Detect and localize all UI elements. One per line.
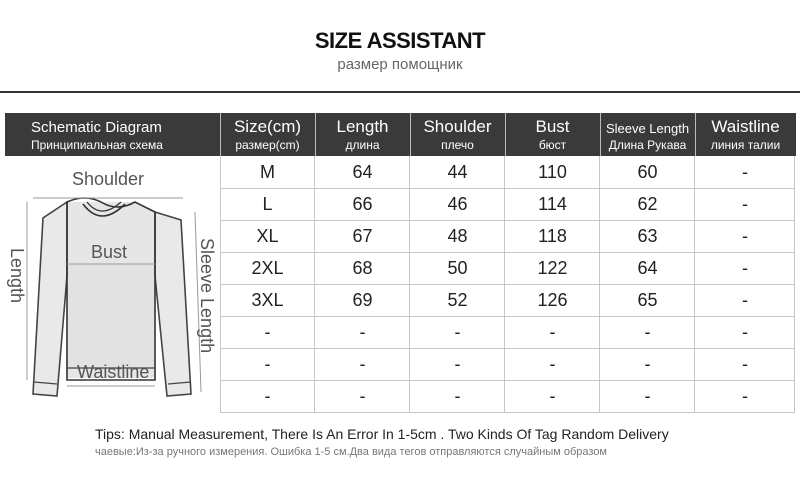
table-cell-shoulder: - <box>454 386 461 406</box>
table-header <box>5 113 796 156</box>
table-cell-waistline: - <box>742 258 748 278</box>
header-waistline-en: Waistline <box>711 117 780 136</box>
table-cell-size: - <box>264 322 271 342</box>
page-subtitle: размер помощник <box>337 56 463 73</box>
header-sleeve-ru: Длина Рукава <box>608 138 687 152</box>
table-cell-size: 2XL <box>251 258 284 278</box>
page-title: SIZE ASSISTANT <box>314 28 486 53</box>
table-cell-bust: 126 <box>537 290 568 310</box>
table-cell-sleeve: 60 <box>637 162 658 182</box>
table-cell-sleeve: 64 <box>637 258 658 278</box>
table-cell-shoulder: 48 <box>447 226 468 246</box>
table-cell-bust: 118 <box>538 226 567 246</box>
header-schematic-ru: Принципиальная схема <box>31 138 163 152</box>
header-sleeve-en: Sleeve Length <box>605 121 690 136</box>
diagram-waistline-label: Waistline <box>77 362 150 382</box>
diagram-bust-label: Bust <box>91 242 128 262</box>
table-cell-shoulder: 52 <box>447 290 468 310</box>
table-cell-sleeve: - <box>644 354 651 374</box>
table-cell-size: 3XL <box>251 290 284 310</box>
table-cell-waistline: - <box>742 226 748 246</box>
header-schematic-en: Schematic Diagram <box>31 119 162 136</box>
grid-line <box>220 412 795 413</box>
header-bust-en: Bust <box>535 117 570 136</box>
table-cell-sleeve: - <box>644 322 651 342</box>
diagram-sleeve-label: Sleeve Length <box>197 238 217 354</box>
table-cell-waistline: - <box>742 194 748 214</box>
table-cell-size: - <box>264 354 271 374</box>
table-cell-sleeve: 65 <box>637 290 658 310</box>
title-divider <box>0 91 800 93</box>
header-shoulder-ru: плечо <box>441 138 474 152</box>
table-cell-waistline: - <box>742 162 748 182</box>
table-cell-bust: 122 <box>537 258 568 278</box>
table-cell-size: L <box>262 194 273 214</box>
header-shoulder <box>410 113 505 156</box>
table-cell-length: 66 <box>352 194 373 214</box>
header-size-en: Size(cm) <box>233 117 302 136</box>
table-cell-length: 64 <box>352 162 373 182</box>
table-cell-shoulder: 46 <box>447 194 468 214</box>
table-cell-shoulder: - <box>454 322 461 342</box>
diagram-length-label: Length <box>7 248 27 304</box>
table-cell-length: - <box>359 386 366 406</box>
table-cell-length: 68 <box>352 258 373 278</box>
schematic-diagram <box>5 156 220 412</box>
header-size <box>220 113 315 156</box>
table-cell-bust: - <box>549 322 556 342</box>
header-sleeve <box>600 113 695 156</box>
header-shoulder-en: Shoulder <box>423 117 492 136</box>
table-cell-waistline: - <box>742 354 748 374</box>
table-cell-shoulder: 50 <box>447 258 468 278</box>
table-cell-length: - <box>359 354 366 374</box>
header-bust <box>505 113 600 156</box>
table-cell-size: XL <box>256 226 279 246</box>
table-cell-size: M <box>260 162 275 182</box>
header-schematic <box>5 113 220 156</box>
table-cell-sleeve: 62 <box>637 194 658 214</box>
table-cell-bust: 110 <box>538 162 567 182</box>
table-cell-waistline: - <box>742 322 748 342</box>
table-cell-sleeve: - <box>644 386 651 406</box>
table-cell-shoulder: - <box>454 354 461 374</box>
table-cell-bust: - <box>549 386 556 406</box>
size-table <box>220 156 795 412</box>
header-waistline-ru: линия талии <box>710 138 781 152</box>
header-length-ru: длина <box>345 138 380 152</box>
table-cell-length: - <box>359 322 366 342</box>
table-cell-length: 67 <box>352 226 373 246</box>
diagram-shoulder-label: Shoulder <box>72 169 145 189</box>
table-cell-size: - <box>264 386 271 406</box>
table-cell-bust: 114 <box>538 194 567 214</box>
table-cell-waistline: - <box>742 290 748 310</box>
table-cell-sleeve: 63 <box>637 226 658 246</box>
table-cell-waistline: - <box>742 386 748 406</box>
header-length-en: Length <box>336 117 389 136</box>
tips-english: Tips: Manual Measurement, There Is An Error In 1-5cm . Two Kinds Of Tag Random Delivery <box>95 426 669 442</box>
table-cell-shoulder: 44 <box>447 162 468 182</box>
header-size-ru: размер(cm) <box>235 138 300 152</box>
header-length <box>315 113 410 156</box>
tips-russian: чаевые:Из-за ручного измерения. Ошибка 1-5 см.Два вида тегов отправляются случайным образом <box>95 446 607 458</box>
header-bust-ru: бюст <box>538 138 567 152</box>
table-cell-length: 69 <box>352 290 373 310</box>
table-cell-bust: - <box>549 354 556 374</box>
header-waistline <box>695 113 796 156</box>
